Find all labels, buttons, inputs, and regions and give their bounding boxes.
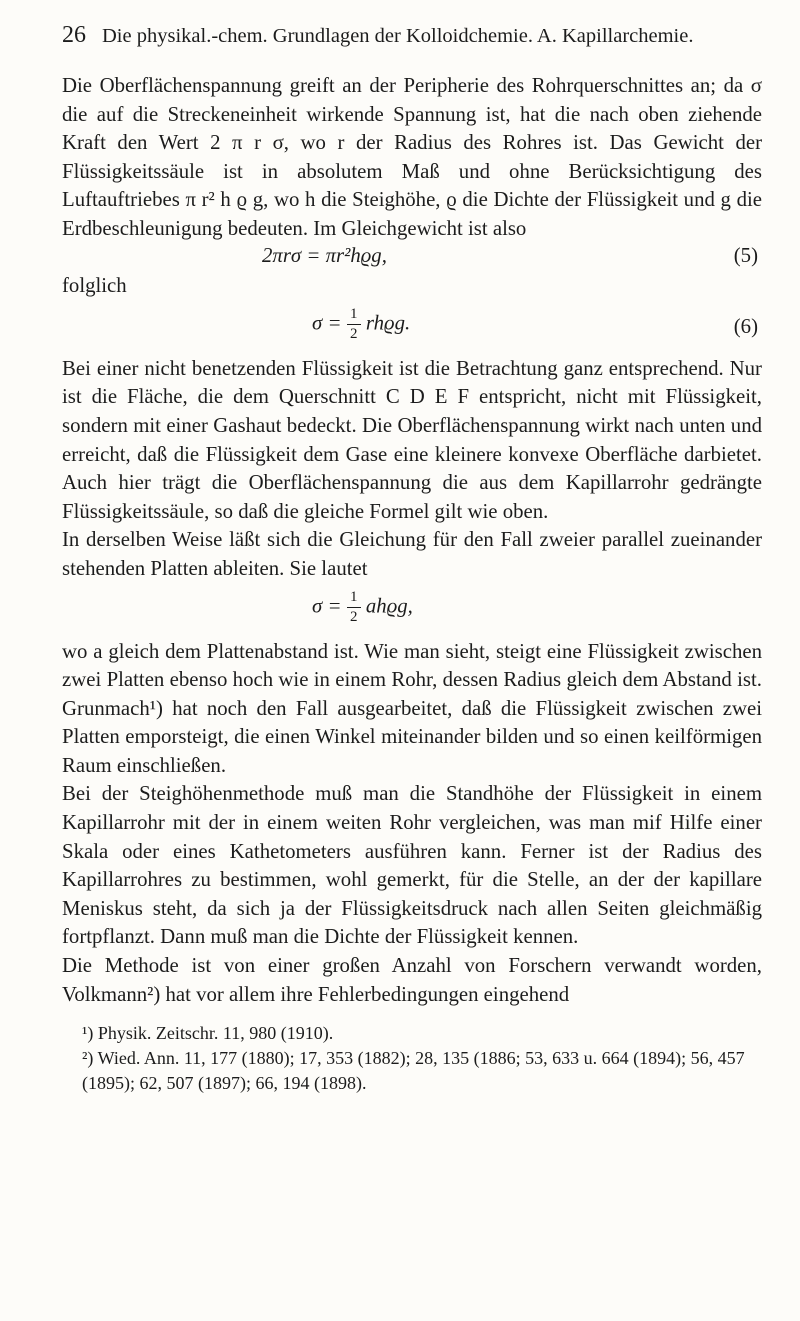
equation-7-body — [312, 590, 413, 625]
running-header — [62, 22, 762, 62]
paragraph-4: wo a gleich dem Plattenabstand ist. Wie man sieht, steigt eine Flüssigkeit zwischen zwei Platten ebenso hoch wie in einem Rohr, dessen Radius gleich dem Abstand ist. Grunmach¹) hat noch den Fall ausgearbeitet, daß die Flüssigkeit zwischen zwei Platten emporsteigt, die einen Winkel miteinander bilden und so einen keilförmigen Raum einschließen. — [62, 639, 762, 777]
paragraph-5: Bei der Steighöhenmethode muß man die Standhöhe der Flüssigkeit in einem Kapillarrohr mit der in einem weiten Rohr vergleichen, was man mif Hilfe einer Skala oder eines Kathetometers ausführen kann. Ferner ist der Radius des Kapillarrohres zu bestimmen, wohl gemerkt, für die Stelle, an der der kapillare Meniskus steht, da sich ja der Flüssigkeitsdruck nach allen Seiten gleichmäßig fortpflanzt. Dann muß man die Dichte der Flüssigkeit kennen. — [62, 782, 762, 949]
equation-6-denominator: 2 — [349, 325, 358, 342]
equation-5-body: 2πrσ = πr²hϱg, — [262, 243, 387, 267]
footnote-2: ²) Wied. Ann. 11, 177 (1880); 17, 353 (1882); 28, 135 (1886; 53, 633 u. 664 (1894); 56, 457 (1895); 62, 507 (1897); 66, 194 (1898). — [82, 1048, 745, 1094]
equation-7-rhs: ahϱg, — [365, 593, 413, 617]
page — [62, 22, 762, 1096]
footnotes — [62, 1021, 762, 1096]
equation-6-numerator: 1 — [349, 305, 358, 322]
equation-6-fraction — [347, 307, 361, 342]
equation-7 — [62, 588, 762, 638]
equation-6-body — [312, 307, 410, 342]
paragraph-2: Bei einer nicht benetzenden Flüssigkeit ist die Betrachtung ganz entsprechend. Nur ist die Fläche, die dem Querschnitt C D E F entspricht, nicht mit Flüssigkeit, sondern mit einer Gashaut bedeckt. Die Oberflächenspannung wirkt nach unten und erreicht, daß die Flüssigkeit dem Gase eine kleinere konvexe Oberfläche darbietet. Auch hier trägt die Oberflächenspannung die aus dem Kapillarrohr gedrängte Flüssigkeitssäule, so daß die gleiche Formel gilt wie oben. — [62, 356, 762, 523]
equation-6 — [62, 305, 762, 351]
paragraph-3: In derselben Weise läßt sich die Gleichung für den Fall zweier parallel zueinander stehenden Platten ableiten. Sie lautet — [62, 528, 762, 580]
folglich-text: folglich — [62, 274, 127, 298]
equation-6-lhs: σ = — [312, 311, 342, 335]
running-title: Die physikal.-chem. Grundlagen der Kolloidchemie. A. Kapillarchemie. — [102, 25, 694, 47]
footnote-1: ¹) Physik. Zeitschr. 11, 980 (1910). — [82, 1023, 334, 1044]
equation-7-denominator: 2 — [349, 608, 358, 625]
equation-5-label: (5) — [733, 243, 758, 267]
equation-7-numerator: 1 — [349, 588, 358, 605]
paragraph-6: Die Methode ist von einer großen Anzahl von Forschern verwandt worden, Volkmann²) hat vor allem ihre Fehlerbedingungen eingehend — [62, 954, 762, 1006]
page-number: 26 — [62, 22, 86, 48]
paragraph-1: Die Oberflächenspannung greift an der Peripherie des Rohrquerschnittes an; da σ die auf die Streckeneinheit wirkende Spannung ist, hat die nach oben ziehende Kraft den Wert 2 π r σ, wo r der Radius des Rohres ist. Das Gewicht der Flüssigkeitssäule ist in absolutem Maß und ohne Berücksichtigung des Luftauftriebes π r² h ϱ g, wo h die Steighöhe, ϱ die Dichte der Flüssigkeit und g die Erdbeschleunigung bedeuten. Im Gleichgewicht ist also — [62, 74, 762, 240]
equation-6-rhs: rhϱg. — [365, 311, 411, 335]
equation-7-fraction — [347, 590, 361, 625]
equation-7-lhs: σ = — [312, 593, 342, 617]
equation-5 — [62, 244, 762, 273]
equation-6-label: (6) — [733, 314, 758, 338]
